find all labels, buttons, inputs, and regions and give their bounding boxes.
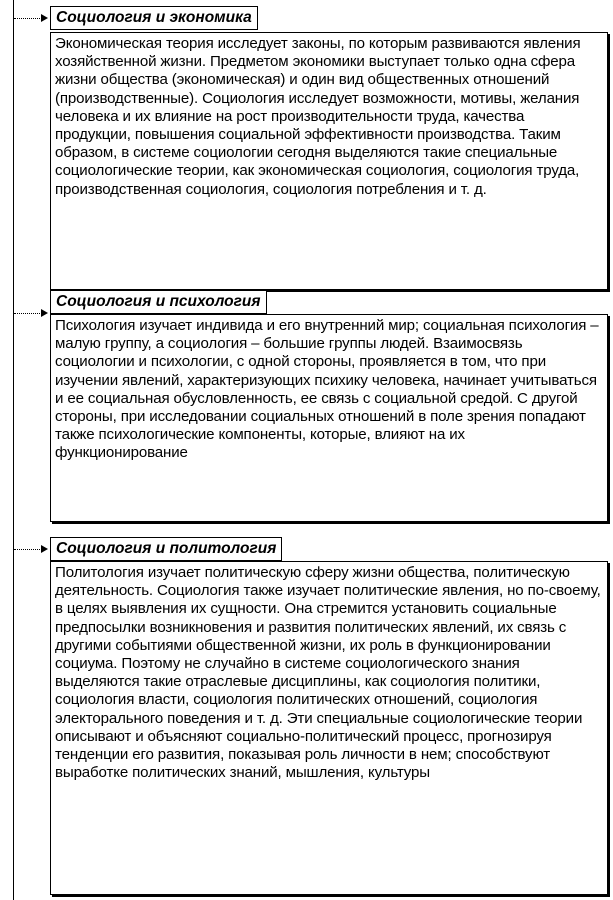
connector-economics (14, 18, 44, 19)
section-title-politology: Социология и политология (50, 537, 282, 561)
section-text-economics: Экономическая теория исследует законы, по которым развиваются явления хозяйственной жизни. Предметом экономики выступает только одна сфера жизни общества (экономическая) и один вид общественных отношений (производственные). Социология исследует возможности, мотивы, желания человека и их влияние на рост производительности труда, качества продукции, повышения социальной эффективности производства. Таким образом, в системе социологии сегодня выделяются такие специальные социологические теории, как экономическая социология, социология труда, производственная социология, социология потребления и т. д. (50, 32, 608, 290)
arrow-right-icon (41, 309, 48, 317)
trunk-line (13, 0, 14, 900)
connector-politology (14, 549, 44, 550)
section-title-economics: Социология и экономика (50, 6, 258, 30)
arrow-right-icon (41, 14, 48, 22)
arrow-right-icon (41, 545, 48, 553)
section-title-psychology: Социология и психология (50, 290, 267, 314)
section-text-politology: Политология изучает политическую сферу жизни общества, политическую деятельность. Социология также изучает политические явления, но по-своему, в целях выявления их сущности. Она стремится установить социальные предпосылки возникновения и развития политических явлений, их связь с другими событиями общественной жизни, их роль в функционировании социума. Поэтому не случайно в системе социологического знания выделяются такие отраслевые дисциплины, как социология политики, социология власти, социология политических отношений, социология электорального поведения и т. д. Эти специальные социологические теории описывают и объясняют социально-политический процесс, прогнозируя тенденции его развития, показывая роль личности в нем; способствуют выработке политических знаний, мышления, культуры (50, 561, 608, 895)
connector-psychology (14, 313, 44, 314)
section-text-psychology: Психология изучает индивида и его внутренний мир; социальная психология – малую группу, а социология – большие группы людей. Взаимосвязь социологии и психологии, с одной стороны, проявляется в том, что при изучении явлений, характеризующих психику человека, начинает учитываться и ее социальная обусловленность, ее связь с социальной средой. С другой стороны, при исследовании социальных отношений в поле зрения попадают также психологические компоненты, которые, влияют на их функционирование (50, 314, 608, 522)
